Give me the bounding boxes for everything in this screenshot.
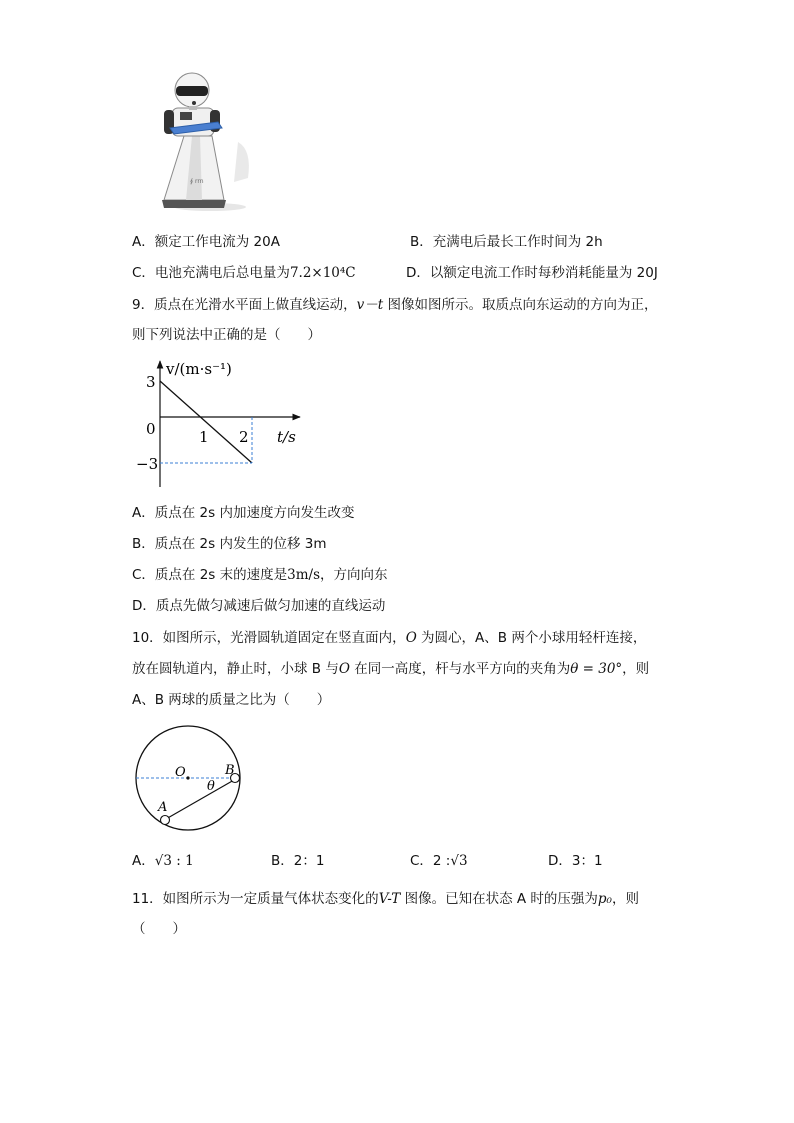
q9-option-c-text-b: ，方向向东 xyxy=(320,567,388,583)
q11-vt: V-T xyxy=(378,891,401,907)
q8-option-c[interactable] xyxy=(132,264,356,282)
q11-text-1a: 11．如图所示为一定质量气体状态变化的 xyxy=(132,891,379,907)
q9-y-tick-neg3: −3 xyxy=(136,455,159,473)
q10-option-a-prefix: A． xyxy=(132,853,155,869)
q8-option-c-value: 7.2×10⁴C xyxy=(289,265,356,281)
q10-label-a: A xyxy=(158,800,168,815)
q9-stem-line2: 则下列说法中正确的是（ ） xyxy=(132,327,321,343)
robot-illustration xyxy=(150,70,260,212)
q9-y-tick-0: 0 xyxy=(146,420,156,438)
q10-option-a[interactable] xyxy=(132,852,194,870)
q9-option-b[interactable]: B．质点在 2s 内发生的位移 3m xyxy=(132,536,327,552)
q10-option-c[interactable] xyxy=(410,852,468,870)
q9-option-a[interactable]: A．质点在 2s 内加速度方向发生改变 xyxy=(132,505,355,521)
q11-stem-line1 xyxy=(132,890,639,908)
q9-y-label: v/(m·s⁻¹) xyxy=(166,360,232,378)
q9-option-c-value: 3m/s xyxy=(287,567,321,583)
q10-option-d[interactable]: D．3：1 xyxy=(548,853,603,869)
q10-center-dot xyxy=(186,776,189,779)
q9-x-label: t/s xyxy=(277,428,296,446)
q10-o-2: O xyxy=(338,661,350,677)
q9-option-c[interactable] xyxy=(132,566,388,584)
q10-option-b[interactable]: B．2：1 xyxy=(271,853,325,869)
q8-option-b[interactable]: B．充满电后最长工作时间为 2h xyxy=(410,234,603,250)
q9-velocity-line xyxy=(160,381,252,463)
q10-label-o: O xyxy=(175,765,186,780)
q9-stem-line1 xyxy=(132,296,657,314)
q10-theta-eq: θ = 30° xyxy=(570,661,623,677)
q9-option-d[interactable]: D．质点先做匀减速后做匀加速的直线运动 xyxy=(132,598,386,614)
q9-y-tick-3: 3 xyxy=(146,373,156,391)
q9-x-tick-2: 2 xyxy=(239,428,249,446)
q9-stem-vt: v－t xyxy=(356,297,384,313)
q10-stem-line2 xyxy=(132,660,649,678)
q8-option-c-text: C．电池充满电后总电量为 xyxy=(132,265,290,281)
q10-option-a-value: √3 : 1 xyxy=(154,853,194,869)
q10-text-2b: 在同一高度，杆与水平方向的夹角为 xyxy=(349,661,571,677)
svg-text:∮ rrn: ∮ rrn xyxy=(190,178,204,185)
q10-label-theta: θ xyxy=(207,779,215,794)
q9-stem-text-b: 图像如图所示。取质点向东运动的方向为正， xyxy=(383,297,658,313)
q10-label-b: B xyxy=(225,763,235,778)
q10-o-1: O xyxy=(405,630,417,646)
q10-text-1b: 为圆心，A、B 两个小球用轻杆连接， xyxy=(416,630,647,646)
q10-stem-line3: A、B 两球的质量之比为（ ） xyxy=(132,692,331,708)
q10-circle-figure xyxy=(133,725,248,837)
q9-option-c-text-a: C．质点在 2s 末的速度是 xyxy=(132,567,288,583)
q9-stem-text-a: 9．质点在光滑水平面上做直线运动， xyxy=(132,297,357,313)
q11-text-1c: ，则 xyxy=(611,891,639,907)
q10-option-c-prefix: C．2 : xyxy=(410,853,451,869)
q10-rod xyxy=(166,780,234,819)
q8-option-a[interactable]: A．额定工作电流为 20A xyxy=(132,234,280,250)
q10-option-c-value: √3 xyxy=(450,853,468,869)
q10-stem-line1 xyxy=(132,629,646,647)
q8-option-d[interactable]: D．以额定电流工作时每秒消耗能量为 20J xyxy=(406,265,658,281)
q11-p0: p₀ xyxy=(597,891,612,907)
q10-text-2a: 放在圆轨道内，静止时，小球 B 与 xyxy=(132,661,339,677)
q9-x-tick-1: 1 xyxy=(199,428,209,446)
q11-stem-line2: （ ） xyxy=(132,921,186,937)
q10-text-2c: ，则 xyxy=(622,661,650,677)
q10-text-1a: 10．如图所示，光滑圆轨道固定在竖直面内， xyxy=(132,630,406,646)
q11-text-1b: 图像。已知在状态 A 时的压强为 xyxy=(400,891,598,907)
q10-ball-a xyxy=(161,816,170,825)
q9-vt-graph xyxy=(135,355,310,490)
